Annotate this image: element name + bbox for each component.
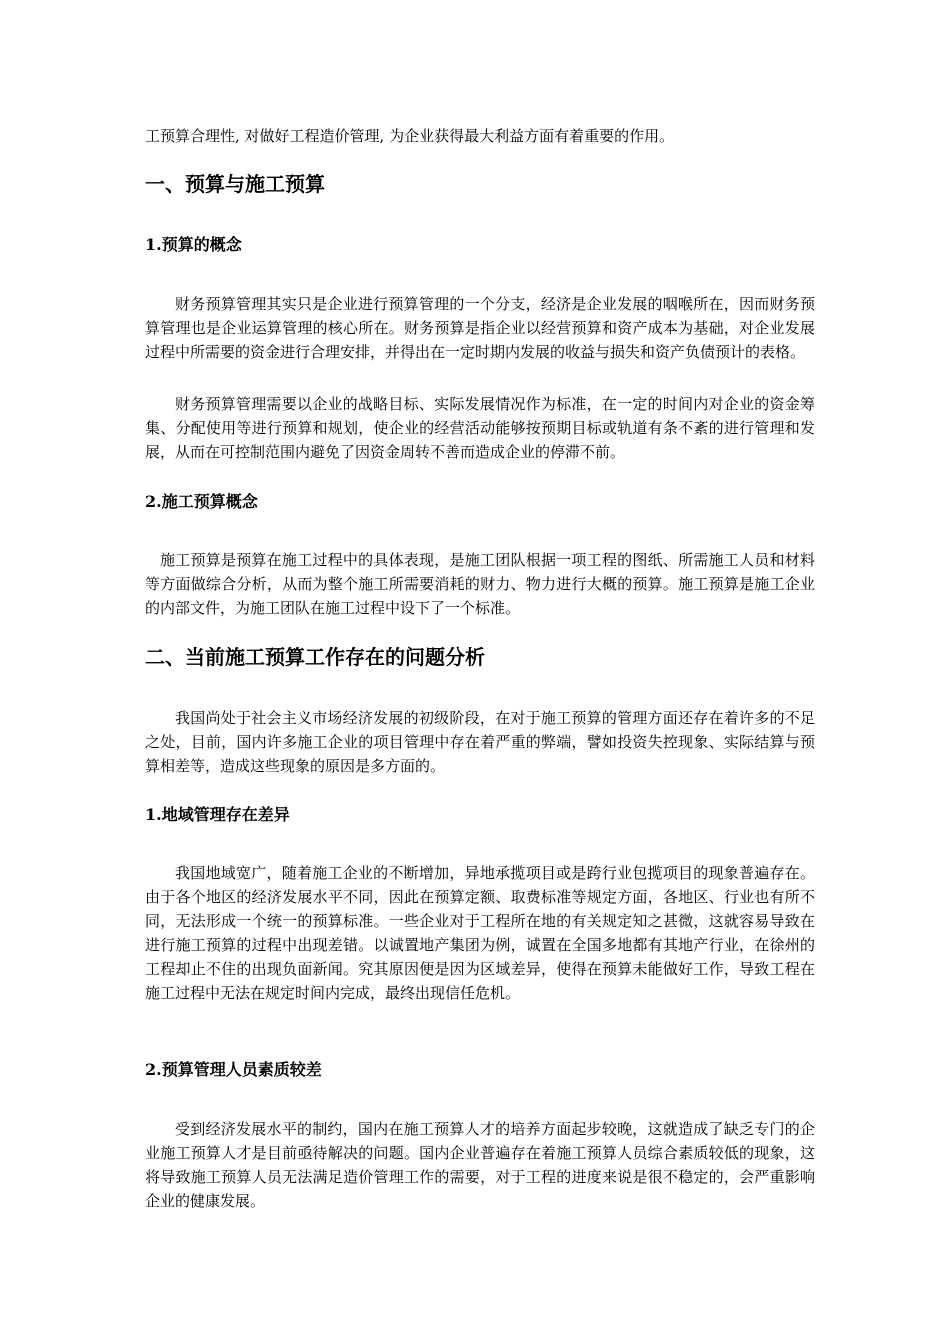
section-2-heading: 二、当前施工预算工作存在的问题分析 — [145, 645, 485, 669]
section-2-1-paragraph-1: 我国地域宽广，随着施工企业的不断增加，异地承揽项目或是跨行业包揽项目的现象普遍存在。由于各个地区的经济发展水平不同，因此在预算定额、取费标准等规定方面，各地区、行业也有所不同，无法形成一个统一的预算标准。一些企业对于工程所在地的有关规定知之甚微，这就容易导致在进行施工预算的过程中出现差错。以诚置地产集团为例，诚置在全国多地都有其地产行业，在徐州的工程却止不住的出现负面新闻。究其原因便是因为区域差异，使得在预算未能做好工作，导致工程在施工过程中无法在规定时间内完成，最终出现信任危机。 — [145, 864, 815, 1002]
section-1-2-paragraph-1: 施工预算是预算在施工过程中的具体表现，是施工团队根据一项工程的图纸、所需施工人员和材料等方面做综合分析，从而为整个施工所需要消耗的财力、物力进行大概的预算。施工预算是施工企业的内部文件，为施工团队在施工过程中设下了一个标准。 — [145, 551, 815, 617]
section-2-intro-paragraph: 我国尚处于社会主义市场经济发展的初级阶段，在对于施工预算的管理方面还存在着许多的不足之处，目前，国内许多施工企业的项目管理中存在着严重的弊端，譬如投资失控现象、实际结算与预算相差等，造成这些现象的原因是多方面的。 — [145, 709, 815, 775]
section-2-2-heading: 2.预算管理人员素质较差 — [145, 1060, 322, 1079]
section-2-2-paragraph-1: 受到经济发展水平的制约，国内在施工预算人才的培养方面起步较晚，这就造成了缺乏专门的企业施工预算人才是目前亟待解决的问题。国内企业普遍存在着施工预算人员综合素质较低的现象，这将导致施工预算人员无法满足造价管理工作的需要，对于工程的进度来说是很不稳定的，会严重影响企业的健康发展。 — [145, 1120, 815, 1210]
section-1-1-heading: 1.预算的概念 — [145, 235, 242, 254]
section-2-1-heading: 1.地域管理存在差异 — [145, 805, 290, 824]
intro-paragraph-tail: 工预算合理性, 对做好工程造价管理, 为企业获得最大利益方面有着重要的作用。 — [145, 127, 675, 145]
section-1-heading: 一、预算与施工预算 — [145, 172, 325, 196]
section-1-2-heading: 2.施工预算概念 — [145, 492, 258, 511]
section-1-1-paragraph-1: 财务预算管理其实只是企业进行预算管理的一个分支，经济是企业发展的咽喉所在，因而财务预算管理也是企业运算管理的核心所在。财务预算是指企业以经营预算和资产成本为基础，对企业发展过程中所需要的资金进行合理安排，并得出在一定时期内发展的收益与损失和资产负债预计的表格。 — [145, 295, 815, 361]
section-1-1-paragraph-2: 财务预算管理需要以企业的战略目标、实际发展情况作为标准，在一定的时间内对企业的资金筹集、分配使用等进行预算和规划，使企业的经营活动能够按预期目标或轨道有条不紊的进行管理和发展，从而在可控制范围内避免了因资金周转不善而造成企业的停滞不前。 — [145, 395, 815, 461]
